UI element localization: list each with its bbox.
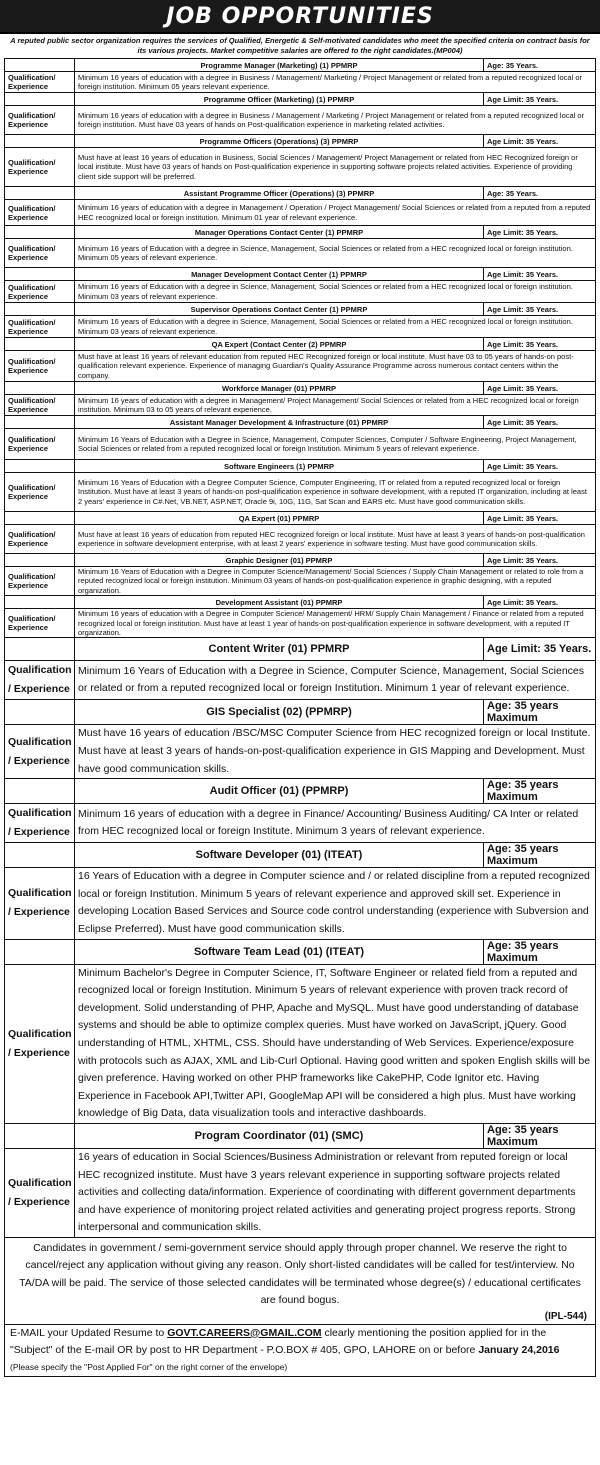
job-title-row: [5, 416, 596, 429]
job-age-limit: Age: 35 years Maximum: [484, 843, 596, 868]
title-spacer-cell: [5, 779, 75, 804]
qualification-label: Qualification/ Experience: [5, 567, 75, 596]
job-requirements-row: [5, 964, 596, 1123]
job-requirements: Minimum 16 years of education with a degree in Business / Management/ Marketing / Project Management or related from a reputed recognized local or foreign institution. Minimum 05 years relevant experience.: [75, 72, 596, 93]
title-spacer-cell: [5, 596, 75, 609]
job-requirements: Minimum 16 Years of Education with a Degree in Science, Computer Science, Management, Social Sciences or related or from a reputed recognized local or foreign Institution. Minimum 1 year of relevant experience.: [75, 661, 596, 700]
job-age-limit: Age: 35 Years.: [484, 59, 596, 72]
qualification-label: Qualification/ Experience: [5, 239, 75, 268]
job-title: Audit Officer (01) (PPMRP): [75, 779, 484, 804]
job-title: Programme Officer (Marketing) (1) PPMRP: [75, 93, 484, 106]
job-requirements-row: [5, 473, 596, 512]
job-age-limit: Age: 35 years Maximum: [484, 700, 596, 725]
job-age-limit: Age Limit: 35 Years.: [484, 135, 596, 148]
job-age-limit: Age Limit: 35 Years.: [484, 512, 596, 525]
job-title-row: [5, 93, 596, 106]
title-spacer-cell: [5, 187, 75, 200]
job-title: Workforce Manager (01) PPMRP: [75, 382, 484, 395]
apply-suffix: (Please specify the "Post Applied For" on the right corner of the envelope): [10, 1361, 288, 1372]
job-age-limit: Age Limit: 35 Years.: [484, 460, 596, 473]
job-title: Program Coordinator (01) (SMC): [75, 1123, 484, 1148]
qualification-label: Qualification / Experience: [5, 964, 75, 1123]
job-requirements-row: [5, 1148, 596, 1237]
title-spacer-cell: [5, 554, 75, 567]
job-requirements: Minimum 16 years of education with a Degree in Computer Science/ Management/ HRM/ Supply Chain Management / Finance or related from a reputed recognized local or foreign institution. Must have at least 1 year of hands-on post-qualification experience in software development, with a reputed IT organization.: [75, 609, 596, 638]
job-requirements-row: [5, 316, 596, 338]
job-requirements: Must have at least 16 years of education from reputed HEC recognized foreign or local institute. Must have at least 3 years of hands-on post-qualification experience in software development enterprise, with at least 2 years' experience in software testing. Must have good communication skills.: [75, 525, 596, 554]
title-spacer-cell: [5, 638, 75, 661]
job-title: Software Engineers (1) PPMRP: [75, 460, 484, 473]
job-title-row: [5, 779, 596, 804]
title-spacer-cell: [5, 226, 75, 239]
job-title-row: [5, 303, 596, 316]
job-requirements: Must have at least 16 years of education in Business, Social Sciences / Management/ Project Management or related from HEC Recognized foreign or local institute. Must have 03 years of hands on Post-qualification experience in supporting software projects related activities. Experience of providing client side support will be preferred.: [75, 148, 596, 187]
qualification-label: Qualification/ Experience: [5, 351, 75, 382]
job-requirements-row: [5, 567, 596, 596]
title-spacer-cell: [5, 382, 75, 395]
notice-paragraph: Candidates in government / semi-government service should apply through proper channel. We reserve the right to cancel/reject any application without giving any reason. Only short-listed candidates will be called for test/interview. No TA/DA will be paid. The service of those selected candidates will be terminated whose degree(s) / educational certificates are found bogus.: [4, 1238, 596, 1310]
title-spacer-cell: [5, 268, 75, 281]
job-age-limit: Age Limit: 35 Years.: [484, 382, 596, 395]
job-requirements-row: [5, 106, 596, 135]
job-requirements-row: [5, 804, 596, 843]
jobs-table: [4, 58, 596, 1238]
job-age-limit: Age: 35 years Maximum: [484, 779, 596, 804]
job-title: Graphic Designer (01) PPMRP: [75, 554, 484, 567]
title-spacer-cell: [5, 512, 75, 525]
qualification-label: Qualification/ Experience: [5, 473, 75, 512]
job-requirements-row: [5, 429, 596, 460]
qualification-label: Qualification / Experience: [5, 804, 75, 843]
job-requirements: Minimum 16 years of education with a degree in Finance/ Accounting/ Business Auditing/ CA Inter or related from HEC recognized local or foreign Institute. Minimum 3 years of relevant experience.: [75, 804, 596, 843]
job-requirements: Must have at least 16 years of relevant education from reputed HEC Recognized foreign or local institute. Must have 03 to 05 years of hands-on post-qualification relevant experience. Experience of managing Guardian's Quality Assurance Programme across numerous contact centers within the company.: [75, 351, 596, 382]
apply-email[interactable]: GOVT.CAREERS@GMAIL.COM: [167, 1326, 322, 1339]
job-requirements: Minimum 16 years of education with a degree in Business / Management / Marketing / Project Management or related from a reputed recognized local or foreign institution. Must have 03 years of hands on Post-qualification experience in marketing related activities.: [75, 106, 596, 135]
job-requirements-row: [5, 609, 596, 638]
job-title: Supervisor Operations Contact Center (1) PPMRP: [75, 303, 484, 316]
job-requirements: Must have 16 years of education /BSC/MSC Computer Science from HEC recognized foreign or local Institute. Must have at least 3 years of hands-on-post-qualification experience in GIS Mapping and Development. Must have good communication skills.: [75, 725, 596, 779]
job-age-limit: Age Limit: 35 Years.: [484, 303, 596, 316]
job-title-row: [5, 338, 596, 351]
job-requirements-row: [5, 525, 596, 554]
qualification-label: Qualification/ Experience: [5, 525, 75, 554]
job-requirements: Minimum 16 years of Education with a degree in Science, Management, Social Sciences or related from a HEC recognized local or foreign institution. Minimum 03 years of relevant experience.: [75, 316, 596, 338]
job-title-row: [5, 226, 596, 239]
page-title: JOB OPPORTUNITIES: [0, 0, 600, 34]
job-requirements-row: [5, 148, 596, 187]
title-spacer-cell: [5, 303, 75, 316]
qualification-label: Qualification/ Experience: [5, 395, 75, 416]
job-title-row: [5, 596, 596, 609]
title-spacer-cell: [5, 460, 75, 473]
job-title-row: [5, 135, 596, 148]
qualification-label: Qualification / Experience: [5, 868, 75, 939]
apply-middle: clearly mentioning the position applied for in the "Subject" of the E-mail OR by post to HR Department - P.O.BOX # 405, GPO, LAHORE on or before: [10, 1326, 547, 1356]
title-spacer-cell: [5, 700, 75, 725]
title-spacer-cell: [5, 338, 75, 351]
qualification-label: Qualification/ Experience: [5, 429, 75, 460]
job-age-limit: Age Limit: 35 Years.: [484, 638, 596, 661]
qualification-label: Qualification / Experience: [5, 661, 75, 700]
title-spacer-cell: [5, 59, 75, 72]
job-requirements-row: [5, 725, 596, 779]
job-requirements: Minimum 16 Years of Education with a Degree Computer Science, Computer Engineering, IT or related from a reputed recognized local or foreign Institution. Must have at least 3 years of hands-on post-qualification experience in software development, with a reputed IT organization, including at least 2 years' experience in C#.Net, VB.NET, ASP.NET, Oracle 9i, 10G, 11G, Sat Scan and EARS etc. Must have good communication skills.: [75, 473, 596, 512]
job-title: Assistant Manager Development & Infrastructure (01) PPMRP: [75, 416, 484, 429]
job-title: Content Writer (01) PPMRP: [75, 638, 484, 661]
title-spacer-cell: [5, 93, 75, 106]
job-title-row: [5, 382, 596, 395]
job-requirements-row: [5, 239, 596, 268]
job-requirements-row: [5, 395, 596, 416]
apply-deadline: January 24,2016: [478, 1343, 560, 1356]
qualification-label: Qualification/ Experience: [5, 106, 75, 135]
job-requirements-row: [5, 200, 596, 226]
job-title: Programme Manager (Marketing) (1) PPMRP: [75, 59, 484, 72]
reference-code: (IPL-544): [4, 1310, 596, 1324]
job-age-limit: Age Limit: 35 Years.: [484, 416, 596, 429]
title-spacer-cell: [5, 416, 75, 429]
apply-instructions: [4, 1324, 596, 1377]
job-title-row: [5, 843, 596, 868]
job-requirements: Minimum Bachelor's Degree in Computer Science, IT, Software Engineer or related field from a reputed and recognized local or foreign Institution. Minimum 5 years of relevant experience with proven track record of development. Solid understanding of PHP, Apache and MySQL. Must have good understanding of database systems and should be able to optimize complex queries. Must have worked on JavaScript, jQuery. Good understanding of HTML, XHTML, CSS. Should have understanding of Web Services. Experience/exposure with protocols such as AJAX, XML and Lib-Curl Optional. Having good written and spoken English skills will be given preference. Having worked on other PHP frameworks like CakePHP, Code Ignitor etc. Having Experience in Facebook API,Twitter API, GoogleMap API will be considered a high plus. Must have working knowledge of Big Data, data visualization tools and interactive dashboards.: [75, 964, 596, 1123]
job-title: Development Assistant (01) PPMRP: [75, 596, 484, 609]
job-title: QA Expert (01) PPMRP: [75, 512, 484, 525]
job-title-row: [5, 512, 596, 525]
qualification-label: Qualification/ Experience: [5, 281, 75, 303]
qualification-label: Qualification/ Experience: [5, 148, 75, 187]
job-title: Software Team Lead (01) (ITEAT): [75, 939, 484, 964]
job-requirements-row: [5, 868, 596, 939]
job-age-limit: Age: 35 years Maximum: [484, 939, 596, 964]
qualification-label: Qualification/ Experience: [5, 72, 75, 93]
job-requirements: Minimum 16 years of education with a degree in Management / Operation / Project Management/ Social Sciences or related from a reputed from a reputed HEC recognized local or foreign institution. Minimum 01 year of relevant experience.: [75, 200, 596, 226]
job-title: QA Expert (Contact Center (2) PPMRP: [75, 338, 484, 351]
job-age-limit: Age: 35 Years.: [484, 187, 596, 200]
job-requirements-row: [5, 281, 596, 303]
apply-prefix: E-MAIL your Updated Resume to: [10, 1326, 165, 1339]
job-requirements: 16 years of education in Social Sciences/Business Administration or relevant from reputed foreign or local HEC recognized institute. Must have 3 years relevant experience in supporting software projects related activities and collecting data/information. Experience of coordinating with different government departments and have experience of monitoring project related activities and generating project progress reports. Strong interpersonal and communication skills.: [75, 1148, 596, 1237]
qualification-label: Qualification / Experience: [5, 725, 75, 779]
job-age-limit: Age Limit: 35 Years.: [484, 596, 596, 609]
qualification-label: Qualification / Experience: [5, 1148, 75, 1237]
job-title-row: [5, 268, 596, 281]
job-title-row: [5, 1123, 596, 1148]
job-title-row: [5, 700, 596, 725]
job-title: Software Developer (01) (ITEAT): [75, 843, 484, 868]
job-age-limit: Age Limit: 35 Years.: [484, 554, 596, 567]
job-requirements: Minimum 16 years of Education with a degree in Science, Management, Social Sciences or related from a HEC recognized local or foreign institution. Minimum 03 years of relevant experience.: [75, 281, 596, 303]
job-title: Manager Operations Contact Center (1) PPMRP: [75, 226, 484, 239]
title-spacer-cell: [5, 1123, 75, 1148]
job-title-row: [5, 460, 596, 473]
title-spacer-cell: [5, 135, 75, 148]
job-requirements: 16 Years of Education with a degree in Computer science and / or related discipline from a reputed recognized local or foreign Institution. Minimum 5 years of relevant experience and approved skill set. Experience in developing Location Based Services and Source code control understanding (experience with Subversion and Eclipse Preferred). Must have good communication skills.: [75, 868, 596, 939]
job-requirements-row: [5, 72, 596, 93]
qualification-label: Qualification/ Experience: [5, 316, 75, 338]
job-age-limit: Age Limit: 35 Years.: [484, 338, 596, 351]
job-age-limit: Age Limit: 35 Years.: [484, 226, 596, 239]
job-title-row: [5, 187, 596, 200]
job-title: Manager Development Contact Center (1) PPMRP: [75, 268, 484, 281]
job-age-limit: Age Limit: 35 Years.: [484, 268, 596, 281]
job-requirements-row: [5, 661, 596, 700]
job-requirements: Minimum 16 Years of Education with a Degree in Computer Science/Management/ Social Sciences / Supply Chain Management or related to role from a reputed recognized local or foreign institution. Minimum 03 years of hands-on post-qualification experience in graphic designing, with a reputed organization.: [75, 567, 596, 596]
title-spacer-cell: [5, 939, 75, 964]
job-requirements: Minimum 16 years of education with a degree in Management/ Project Management/ Social Sciences or related from a HEC recognized local or foreign institution. Minimum 03 to 05 years of relevant experience.: [75, 395, 596, 416]
qualification-label: Qualification/ Experience: [5, 200, 75, 226]
title-spacer-cell: [5, 843, 75, 868]
job-requirements: Minimum 16 Years of Education with a Degree in Science, Management, Computer Sciences, Computer / Software Engineering, Project Management, Social Sciences or related from a reputed recognized local or foreign Institution. Minimum 5 years of relevant experience.: [75, 429, 596, 460]
job-title: Programme Officers (Operations) (3) PPMRP: [75, 135, 484, 148]
job-title: GIS Specialist (02) (PPMRP): [75, 700, 484, 725]
job-age-limit: Age Limit: 35 Years.: [484, 93, 596, 106]
job-title: Assistant Programme Officer (Operations) (3) PPMRP: [75, 187, 484, 200]
job-requirements: Minimum 16 years of Education with a degree in Science, Management, Social Sciences or related from a HEC recognized local or foreign institution. Minimum 05 years of relevant experience.: [75, 239, 596, 268]
job-requirements-row: [5, 351, 596, 382]
qualification-label: Qualification/ Experience: [5, 609, 75, 638]
job-title-row: [5, 939, 596, 964]
intro-paragraph: A reputed public sector organization requires the services of Qualified, Energetic & Self-motivated candidates who meet the specified criteria on contract basis for its various projects. Market competitive salaries are offered to the right candidates.(MP004): [10, 36, 590, 55]
job-age-limit: Age: 35 years Maximum: [484, 1123, 596, 1148]
job-title-row: [5, 59, 596, 72]
job-title-row: [5, 554, 596, 567]
job-title-row: [5, 638, 596, 661]
